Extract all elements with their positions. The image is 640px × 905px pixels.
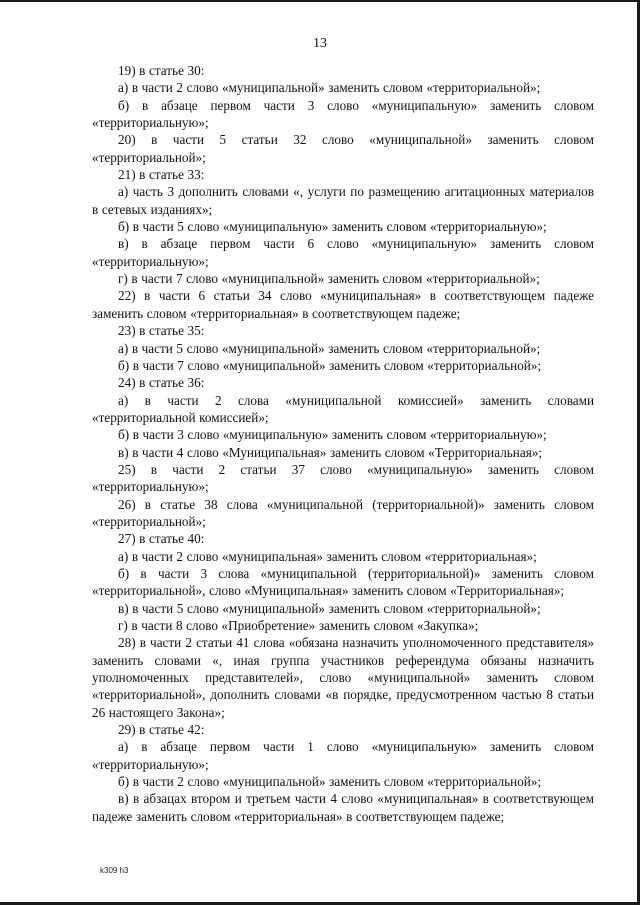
page-number: 13 bbox=[313, 36, 327, 51]
paragraph-27g: г) в части 8 слово «Приобретение» заменить словом «Закупка»; bbox=[118, 618, 479, 633]
paragraph-19: 19) в статье 30: bbox=[118, 63, 205, 78]
paragraph-29b: б) в части 2 слово «муниципальной» заменить словом «территориальной»; bbox=[118, 774, 542, 790]
paragraph-28: 28) в части 2 статьи 41 слова «обязана назначить уполномоченного представителя» заменить словами «, иная группа участников референдума обязаны назначить уполномоченных представителей», слово «муниципальной» заменить словом «территориальной», дополнить словами «в порядке, предусмотренном частью 8 статьи 26 настоящего Закона»; bbox=[92, 635, 594, 720]
paragraph-29: 29) в статье 42: bbox=[118, 722, 205, 738]
paragraph-23: 23) в статье 35: bbox=[118, 323, 205, 339]
paragraph-23a: а) в части 5 слово «муниципальной» заменить словом «территориальной»; bbox=[118, 340, 541, 356]
scan-edge-top bbox=[0, 0, 640, 2]
paragraph-21g: г) в части 7 слово «муниципальной» заменить словом «территориальной»; bbox=[118, 271, 540, 287]
paragraph-27: 27) в статье 40: bbox=[118, 531, 205, 547]
paragraph-24a: а) в части 2 слова «муниципальной комиссией» заменить словами «территориальной комиссией»; bbox=[92, 392, 594, 425]
paragraph-27b: б) в части 3 слова «муниципальной (территориальной)» заменить словом «территориальной», слово «Муниципальная» заменить словом «Территориальная»; bbox=[92, 565, 594, 599]
paragraph-23b: б) в части 7 слово «муниципальной» заменить словом «территориальной»; bbox=[118, 357, 542, 373]
paragraph-20: 20) в части 5 статьи 32 слово «муниципальной» заменить словом «территориальной»; bbox=[92, 132, 594, 165]
paragraph-26: 26) в статье 38 слова «муниципальной (территориальной)» заменить словом «территориальной»; bbox=[92, 496, 594, 529]
paragraph-27v: в) в части 5 слово «муниципальной» заменить словом «территориальной»; bbox=[118, 600, 541, 616]
paragraph-29a: а) в абзаце первом части 1 слово «муниципальную» заменить словом «территориальную»; bbox=[92, 739, 594, 772]
footer-document-code: k309 h3 bbox=[100, 866, 129, 875]
paragraph-24v: в) в части 4 слово «Муниципальная» заменить словом «Территориальная»; bbox=[118, 444, 543, 460]
document-body bbox=[92, 62, 594, 825]
paragraph-29v: в) в абзацах втором и третьем части 4 слово «муниципальная» в соответствующем падеже заменить словом «территориальная» в соответствующем падеже; bbox=[92, 791, 594, 824]
paragraph-22: 22) в части 6 статьи 34 слово «муниципальная» в соответствующем падеже заменить словом «территориальная» в соответствующем падеже; bbox=[92, 288, 594, 321]
paragraph-24b: б) в части 3 слово «муниципальную» заменить словом «территориальную»; bbox=[118, 427, 547, 443]
paragraph-21a: а) часть 3 дополнить словами «, услуги по размещению агитационных материалов в сетевых изданиях»; bbox=[92, 184, 594, 217]
paragraph-25: 25) в части 2 статьи 37 слово «муниципальную» заменить словом «территориальную»; bbox=[92, 461, 594, 495]
paragraph-27a: а) в части 2 слово «муниципальная» заменить словом «территориальная»; bbox=[118, 548, 537, 564]
paragraph-21b: б) в части 5 слово «муниципальную» заменить словом «территориальную»; bbox=[118, 219, 547, 235]
paragraph-21v: в) в абзаце первом части 6 слово «муниципальную» заменить словом «территориальную»; bbox=[92, 236, 594, 269]
paragraph-24: 24) в статье 36: bbox=[118, 375, 205, 391]
paragraph-19b: б) в абзаце первом части 3 слово «муниципальную» заменить словом «территориальную»; bbox=[92, 97, 594, 131]
paragraph-21: 21) в статье 33: bbox=[118, 167, 205, 183]
paragraph-19a: а) в части 2 слово «муниципальной» заменить словом «территориальной»; bbox=[118, 80, 541, 96]
